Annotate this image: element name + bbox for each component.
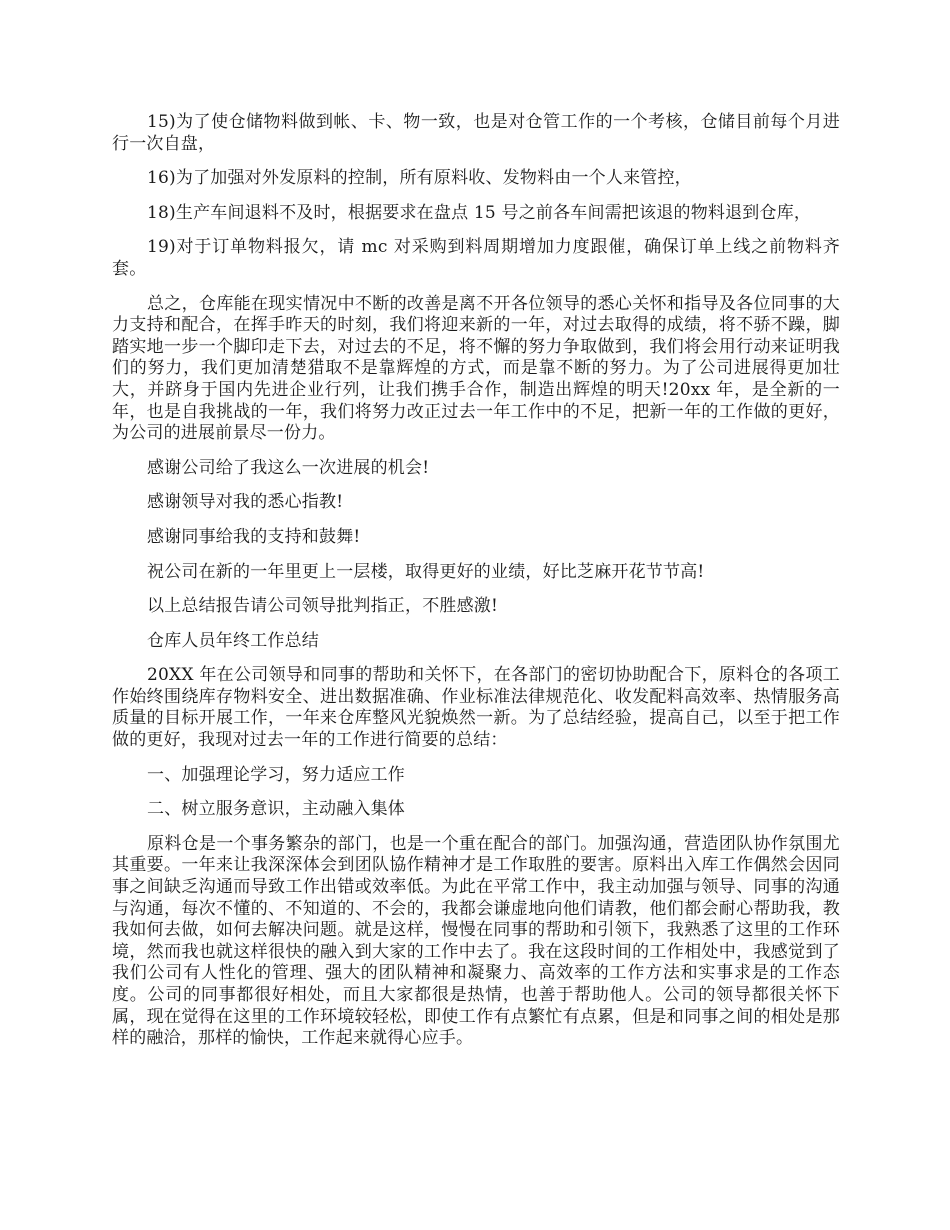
paragraph-item-19: 19)对于订单物料报欠，请 mc 对采购到料周期增加力度跟催，确保订单上线之前物料齐套。 (112, 237, 840, 279)
document-page (112, 112, 840, 1063)
paragraph-wishes: 祝公司在新的一年里更上一层楼，取得更好的业绩，好比芝麻开花节节高! (147, 561, 705, 582)
paragraph-thanks-company: 感谢公司给了我这么一次进展的机会! (147, 457, 430, 478)
heading-part-two: 二、树立服务意识，主动融入集体 (147, 799, 405, 820)
paragraph-item-18: 18)生产车间退料不及时，根据要求在盘点 15 号之前各车间需把该退的物料退到仓库， (147, 202, 812, 223)
paragraph-thanks-colleagues: 感谢同事给我的支持和鼓舞! (147, 526, 361, 547)
paragraph-thanks-leaders: 感谢领导对我的悉心指教! (147, 492, 344, 513)
paragraph-intro: 20XX 年在公司领导和同事的帮助和关怀下，在各部门的密切协助配合下，原料仓的各项工作始终围绕库存物料安全、进出数据准确、作业标准法律规范化、收发配料高效率、热情服务高质量的目标开展工作，一年来仓库整风光貌焕然一新。为了总结经验，提高自己，以至于把工作做的更好，我现对过去一年的工作进行简要的总结： (112, 665, 840, 751)
section-title: 仓库人员年终工作总结 (147, 630, 319, 651)
paragraph-item-16: 16)为了加强对外发原料的控制，所有原料收、发物料由一个人来管控， (147, 168, 692, 189)
heading-part-one: 一、加强理论学习，努力适应工作 (147, 764, 405, 785)
paragraph-teamwork: 原料仓是一个事务繁杂的部门，也是一个重在配合的部门。加强沟通，营造团队协作氛围尤其重要。一年来让我深深体会到团队協作精神才是工作取胜的要害。原料出入库工作偶然会因同事之间缺乏沟通而导致工作出错或效率低。为此在平常工作中，我主动加强与领导、同事的沟通与沟通，每次不懂的、不知道的、不会的，我都会谦虚地向他们请教，他们都会耐心帮助我，教我如何去做，如何去解决问题。就是这样，慢慢在同事的帮助和引领下，我熟悉了这里的工作环境，然而我也就这样很快的融入到大家的工作中去了。我在这段时间的工作相处中，我感觉到了我们公司有人性化的管理、强大的团队精神和凝聚力、高效率的工作方法和实事求是的工作态度。公司的同事都很好相处，而且大家都很是热情，也善于帮助他人。公司的领导都很关怀下属，现在觉得在这里的工作环境较轻松，即使工作有点繁忙有点累，但是和同事之间的相处是那样的融洽，那样的愉快，工作起来就得心应手。 (112, 833, 840, 1049)
paragraph-item-15: 15)为了使仓储物料做到帐、卡、物一致，也是对仓管工作的一个考核，仓储目前每个月进行一次自盘， (112, 112, 840, 154)
paragraph-conclusion: 总之，仓库能在现实情况中不断的改善是离不开各位领导的悉心关怀和指导及各位同事的大力支持和配合，在挥手昨天的时刻，我们将迎来新的一年，对过去取得的成绩，将不骄不躁，脚踏实地一步一个脚印走下去，对过去的不足，将不懈的努力争取做到，我们将会用行动来证明我们的努力，我们更加清楚猎取不是靠辉煌的方式，而是靠不断的努力。为了公司进展得更加壮大，并跻身于国内先进企业行列，让我们携手合作，制造出辉煌的明天!20xx 年，是全新的一年，也是自我挑战的一年，我们将努力改正过去一年工作中的不足，把新一年的工作做的更好，为公司的进展前景尽一份力。 (112, 293, 840, 444)
paragraph-closing: 以上总结报告请公司领导批判指正，不胜感激! (147, 596, 499, 617)
